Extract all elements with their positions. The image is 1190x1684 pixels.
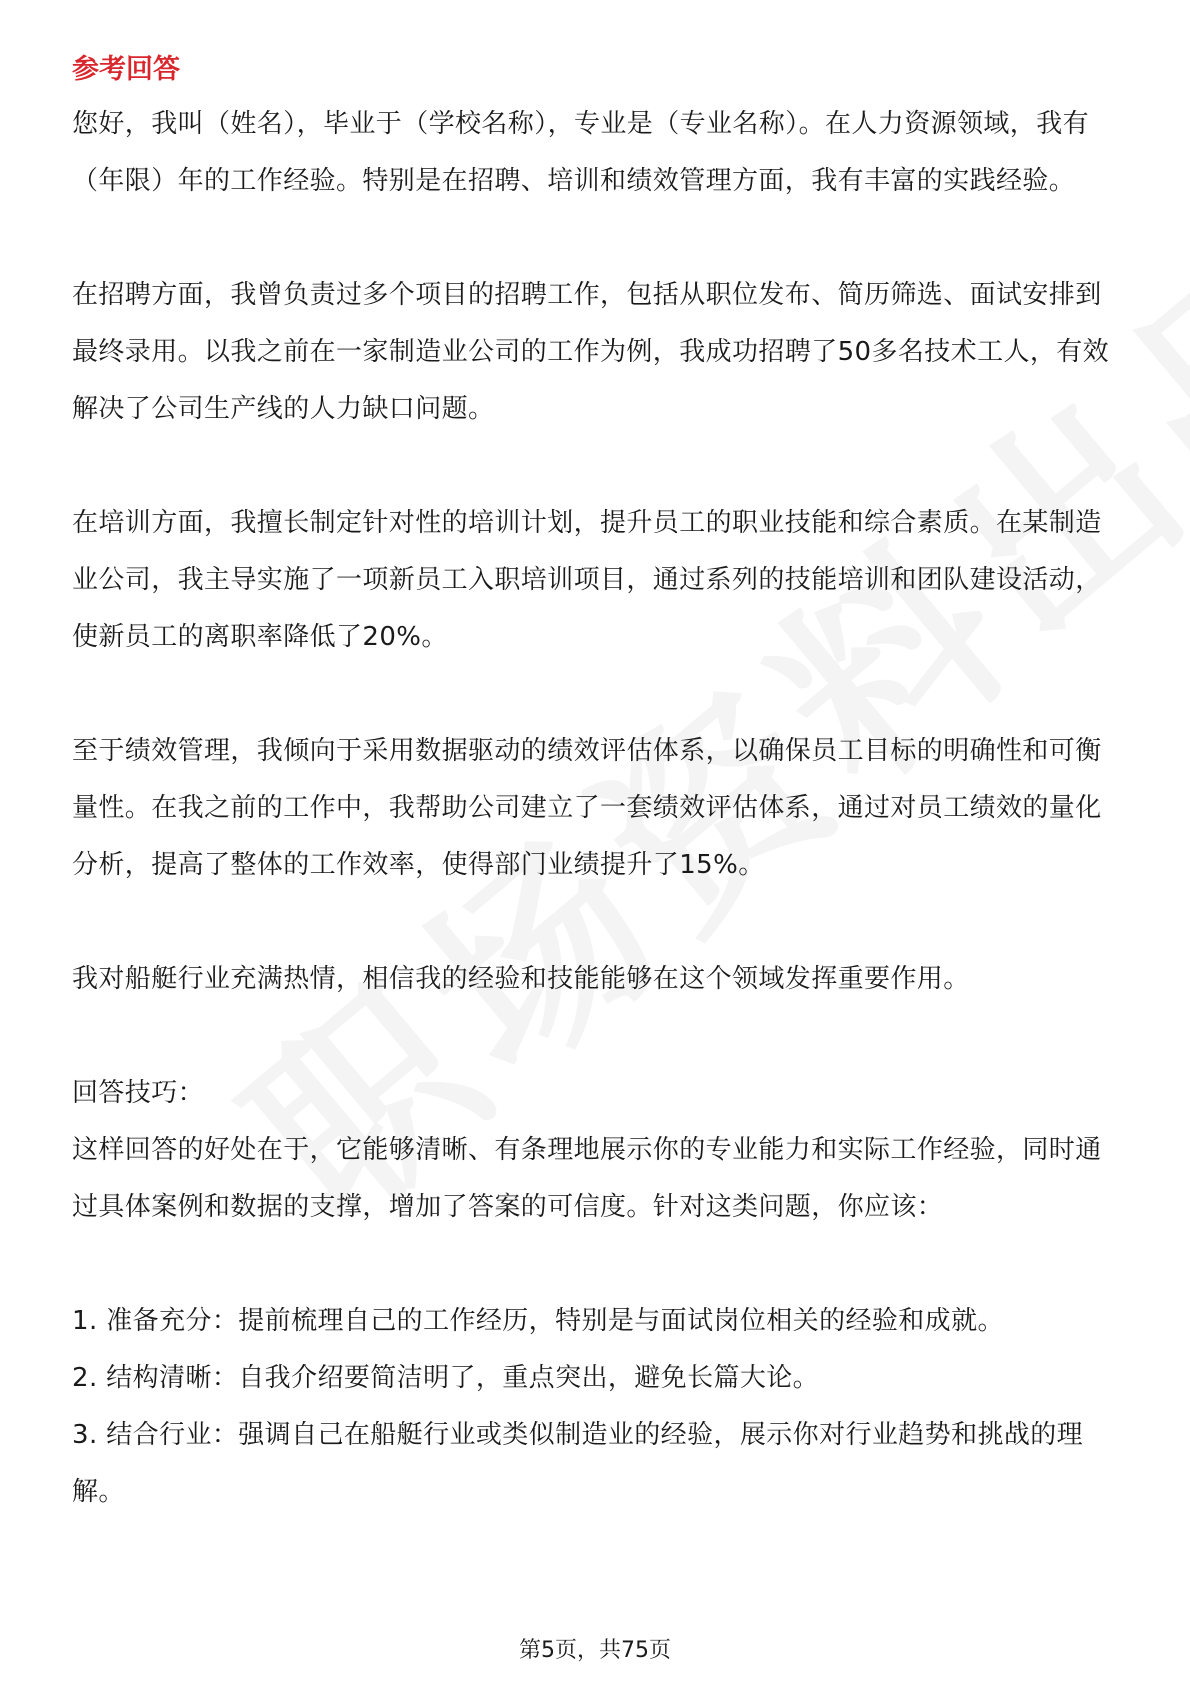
tips-intro: 这样回答的好处在于，它能够清晰、有条理地展示你的专业能力和实际工作经验，同时通过具体案例和数据的支撑，增加了答案的可信度。针对这类问题，你应该：	[72, 1135, 1102, 1222]
paragraph-spacer	[72, 210, 1122, 267]
paragraph-spacer	[72, 1008, 1122, 1065]
tips-title: 回答技巧：	[72, 1078, 205, 1108]
paragraph-spacer	[72, 666, 1122, 723]
tips-item-2: 2. 结构清晰：自我介绍要简洁明了，重点突出，避免长篇大论。	[72, 1363, 820, 1393]
answer-paragraph-2: 在招聘方面，我曾负责过多个项目的招聘工作，包括从职位发布、简历筛选、面试安排到最终录用。以我之前在一家制造业公司的工作为例，我成功招聘了50多名技术工人，有效解决了公司生产线的人力缺口问题。	[72, 280, 1110, 424]
answer-paragraph-1: 您好，我叫（姓名），毕业于（学校名称），专业是（专业名称）。在人力资源领域，我有（年限）年的工作经验。特别是在招聘、培训和绩效管理方面，我有丰富的实践经验。	[72, 109, 1090, 196]
answer-paragraph-3: 在培训方面，我擅长制定针对性的培训计划，提升员工的职业技能和综合素质。在某制造业公司，我主导实施了一项新员工入职培训项目，通过系列的技能培训和团队建设活动，使新员工的离职率降低了20%。	[72, 508, 1102, 652]
paragraph-spacer	[72, 438, 1122, 495]
tips-item-1: 1. 准备充分：提前梳理自己的工作经历，特别是与面试岗位相关的经验和成就。	[72, 1306, 1004, 1336]
tips-item-3: 3. 结合行业：强调自己在船艇行业或类似制造业的经验，展示你对行业趋势和挑战的理解。	[72, 1420, 1084, 1507]
paragraph-spacer	[72, 894, 1122, 951]
document-body	[72, 50, 1122, 1521]
paragraph-spacer	[72, 1236, 1122, 1293]
answer-paragraph-4: 至于绩效管理，我倾向于采用数据驱动的绩效评估体系，以确保员工目标的明确性和可衡量性。在我之前的工作中，我帮助公司建立了一套绩效评估体系，通过对员工绩效的量化分析，提高了整体的工作效率，使得部门业绩提升了15%。	[72, 736, 1102, 880]
answer-paragraph-5: 我对船艇行业充满热情，相信我的经验和技能能够在这个领域发挥重要作用。	[72, 964, 970, 994]
page-number: 第5页，共75页	[519, 1638, 671, 1663]
section-title: 参考回答	[72, 54, 180, 85]
